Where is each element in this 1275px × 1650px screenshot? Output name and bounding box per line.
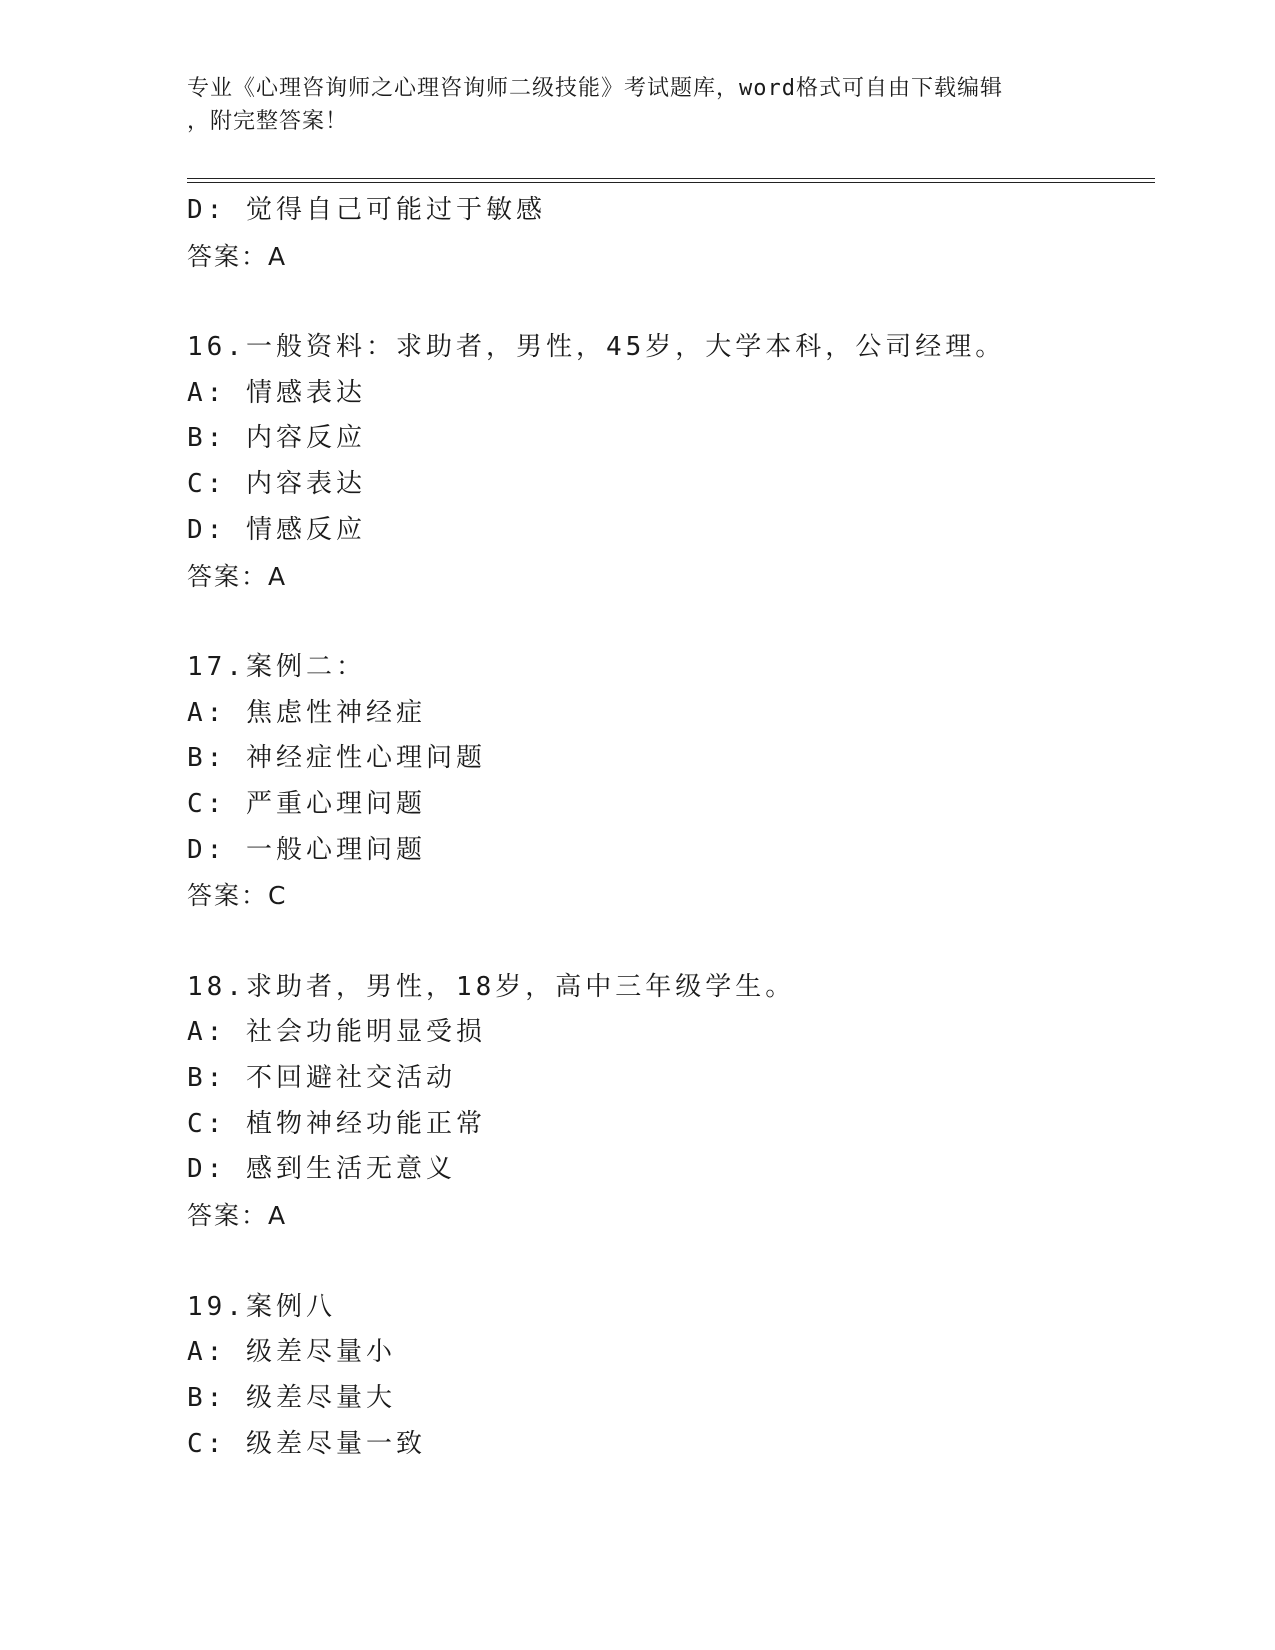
option-a: A: 社会功能明显受损 — [187, 1017, 486, 1048]
spacer — [187, 599, 1155, 645]
option-d: D: 感到生活无意义 — [187, 1154, 456, 1185]
header-line-1: 专业《心理咨询师之心理咨询师二级技能》考试题库，word格式可自由下载编辑 — [187, 76, 1003, 101]
option-a: A: 级差尽量小 — [187, 1337, 396, 1368]
question-stem: 19.案例八 — [187, 1291, 336, 1322]
option-d: D: 觉得自己可能过于敏感 — [187, 195, 546, 225]
option-b: B: 内容反应 — [187, 423, 366, 454]
option-d: D: 一般心理问题 — [187, 834, 426, 865]
option-a: A: 焦虑性神经症 — [187, 697, 426, 728]
option-c: C: 级差尽量一致 — [187, 1428, 426, 1459]
answer-line: 答案：A — [187, 561, 288, 591]
document-header — [187, 72, 1067, 138]
header-line-2: ，附完整答案！ — [187, 109, 349, 134]
spacer — [187, 1239, 1155, 1285]
option-a: A: 情感表达 — [187, 377, 366, 408]
option-c: C: 严重心理问题 — [187, 788, 426, 819]
question-stem: 17.案例二： — [187, 651, 366, 682]
option-c: C: 植物神经功能正常 — [187, 1108, 486, 1139]
answer-line: 答案：A — [187, 241, 288, 271]
spacer — [187, 279, 1155, 325]
answer-line: 答案：A — [187, 1201, 288, 1231]
question-list — [187, 188, 1155, 1467]
option-c: C: 内容表达 — [187, 469, 366, 500]
option-b: B: 级差尽量大 — [187, 1382, 396, 1413]
answer-line: 答案：C — [187, 881, 288, 911]
spacer — [187, 919, 1155, 965]
option-b: B: 不回避社交活动 — [187, 1063, 456, 1094]
question-stem: 16.一般资料：求助者，男性，45岁，大学本科，公司经理。 — [187, 332, 1006, 363]
header-divider — [187, 178, 1155, 183]
option-d: D: 情感反应 — [187, 514, 366, 545]
option-b: B: 神经症性心理问题 — [187, 743, 486, 774]
document-page — [187, 0, 1157, 1650]
question-stem: 18.求助者，男性，18岁，高中三年级学生。 — [187, 971, 796, 1002]
